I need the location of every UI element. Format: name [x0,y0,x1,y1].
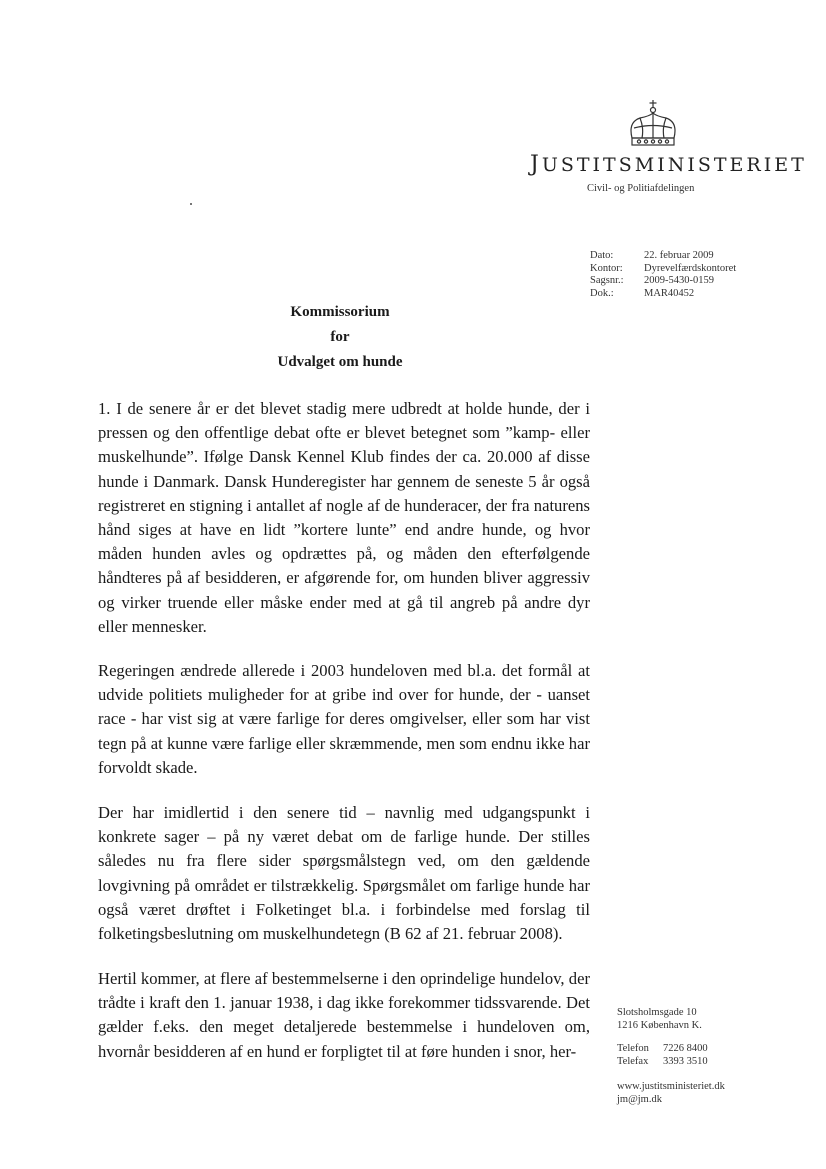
footer-fax: 3393 3510 [663,1055,708,1067]
meta-label: Dato: [590,250,614,261]
ministry-name-part: USTITS [541,154,635,176]
meta-label: Dok.: [590,287,614,299]
footer-phone-label: Telefon [617,1043,649,1054]
document-meta [590,250,736,300]
footer-fax-row [617,1056,708,1069]
footer-city: 1216 København K. [617,1019,702,1031]
footer-fax-label: Telefax [617,1055,649,1067]
document-title [240,300,440,375]
footer-online [617,1081,725,1106]
department-name: Civil- og Politiafdelingen [587,183,695,194]
footer-phone: 7226 8400 [663,1043,708,1054]
ministry-name-suffix: MINISTERIET [634,154,807,176]
royal-crown-icon [624,98,682,150]
footer-contact-numbers [617,1043,708,1068]
meta-value: 22. februar 2009 [644,250,714,261]
body-paragraph: Der har imidlertid i den senere tid – navnlig med udgangspunkt i konkrete sager – på ny været debat om de farlige hunde. Der stilles således nu fra flere sider spørgsmålstegn ved, om den gældende lovgivning på området er tilstrækkelig. Spørgsmålet om farlige hunde har også været drøftet i Folketinget bl.a. i forbindelse med forslag til folketingsbeslutning om muskelhundetegn (B 62 af 21. februar 2008). [98,803,590,944]
title-line: Kommissorium [290,304,390,320]
meta-row-office [590,263,736,276]
body-paragraph: 1. I de senere år er det blevet stadig mere udbredt at holde hunde, der i pressen og den offentlige debat ofte er blevet betegnet som ”kamp- eller muskelhunde”. Ifølge Dansk Kennel Klub findes der ca. 20.000 af disse hunde i Danmark. Dansk Hunderegister har gennem de seneste 5 år også registreret en stigning i antallet af nogle af de hunderacer, der fra naturens hånd siges at have en lidt ”kortere lunte” end andre hunde, og hvor måden hunden avles og opdrættes på, og måden den efterfølgende håndteres på af besidderen, er afgørende for, om hunden bliver aggressiv og virker truende eller måske ender med at gå til angreb på andre dyr eller mennesker. [98,399,590,636]
title-line: Udvalget om hunde [277,354,403,370]
meta-label: Kontor: [590,262,623,274]
ministry-initial: J [530,152,542,177]
meta-row-date [590,250,736,263]
body-paragraph: Regeringen ændrede allerede i 2003 hundeloven med bl.a. det formål at udvide politiets muligheder for at gribe ind over for hunde, der - uanset race - har vist sig at være farlige for deres omgivelser, eller som har vist tegn på at kunne være farlige eller skræmmende, men som endnu ikke har forvoldt skade. [98,661,590,777]
footer-street: Slotsholmsgade 10 [617,1007,697,1018]
body-paragraph: Hertil kommer, at flere af bestemmelserne i den oprindelige hundelov, der trådte i kraft den 1. januar 1938, i dag ikke forekommer tidssvarende. Det gælder f.eks. den meget detaljerede bestemmelse i hundeloven om, hvornår besidderen af en hund er forpligtet til at føre hunden i snor, her- [98,969,590,1061]
meta-value: 2009-5430-0159 [644,275,714,286]
ministry-name [530,152,807,177]
meta-row-case-number [590,275,736,288]
footer-website-link[interactable]: www.justitsministeriet.dk [617,1081,725,1092]
meta-value: MAR40452 [644,287,695,299]
meta-row-document [590,288,736,301]
meta-value: Dyrevelfærdskontoret [644,262,737,274]
footer-email-link[interactable]: jm@jm.dk [617,1093,662,1105]
title-line: for [330,329,350,345]
footer-address [617,1007,702,1032]
meta-label: Sagsnr.: [590,275,624,286]
scan-speck [190,203,192,205]
footer-phone-row [617,1043,708,1056]
